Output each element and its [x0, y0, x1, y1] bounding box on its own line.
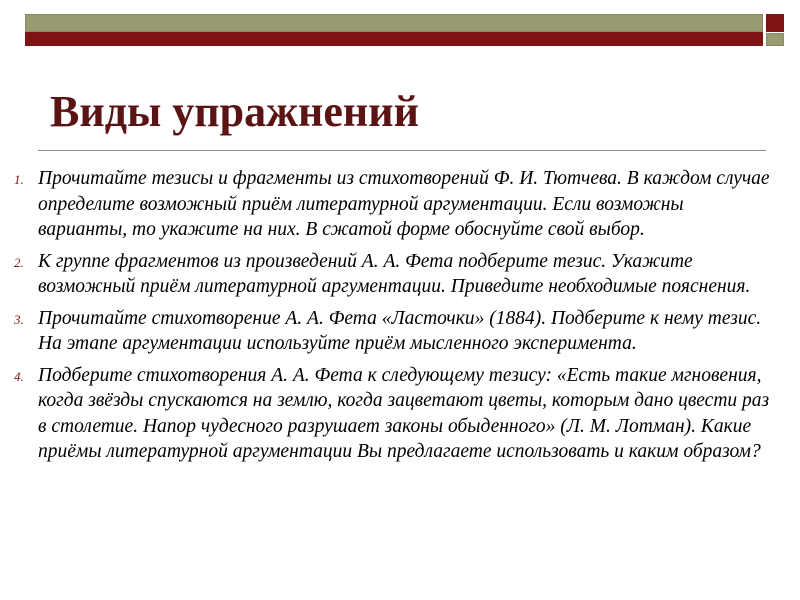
list-item	[14, 306, 774, 357]
header-square-olive	[766, 33, 784, 46]
header-bar-olive	[25, 14, 763, 32]
title-divider	[38, 150, 766, 151]
list-item-text: Прочитайте тезисы и фрагменты из стихотворений Ф. И. Тютчева. В каждом случае определите возможный приём литературной аргументации. Если возможны варианты, то укажите на них. В сжатой форме обоснуйте свой выбор.	[38, 168, 770, 240]
header-square-maroon	[766, 14, 784, 32]
task-list	[14, 166, 774, 471]
list-item-number: 1.	[14, 172, 24, 187]
list-item-number: 4.	[14, 368, 24, 384]
list-item-number: 3.	[14, 311, 24, 327]
slide-title: Виды упражнений	[50, 87, 419, 136]
list-item-text: Подберите стихотворения А. А. Фета к следующему тезису: «Есть такие мгновения, когда звёзды спускаются на землю, когда зацветают цветы, которым дано цвести раз в столетие. Напор чудесного разрушает законы обыденного» (Л. М. Лотман). Какие приёмы литературной аргументации Вы предлагаете использовать и каким образом?	[38, 364, 770, 462]
list-item	[14, 363, 774, 465]
list-item	[14, 249, 774, 300]
list-item-number: 2.	[14, 254, 24, 270]
list-item-text: Прочитайте стихотворение А. А. Фета «Ласточки» (1884). Подберите к нему тезис. На этапе аргументации используйте приём мысленного эксперимента.	[38, 307, 762, 354]
list-item	[14, 166, 774, 243]
list-item-text: К группе фрагментов из произведений А. А. Фета подберите тезис. Укажите возможный приём литературной аргументации. Приведите необходимые пояснения.	[38, 250, 751, 297]
header-bar-maroon	[25, 32, 763, 46]
